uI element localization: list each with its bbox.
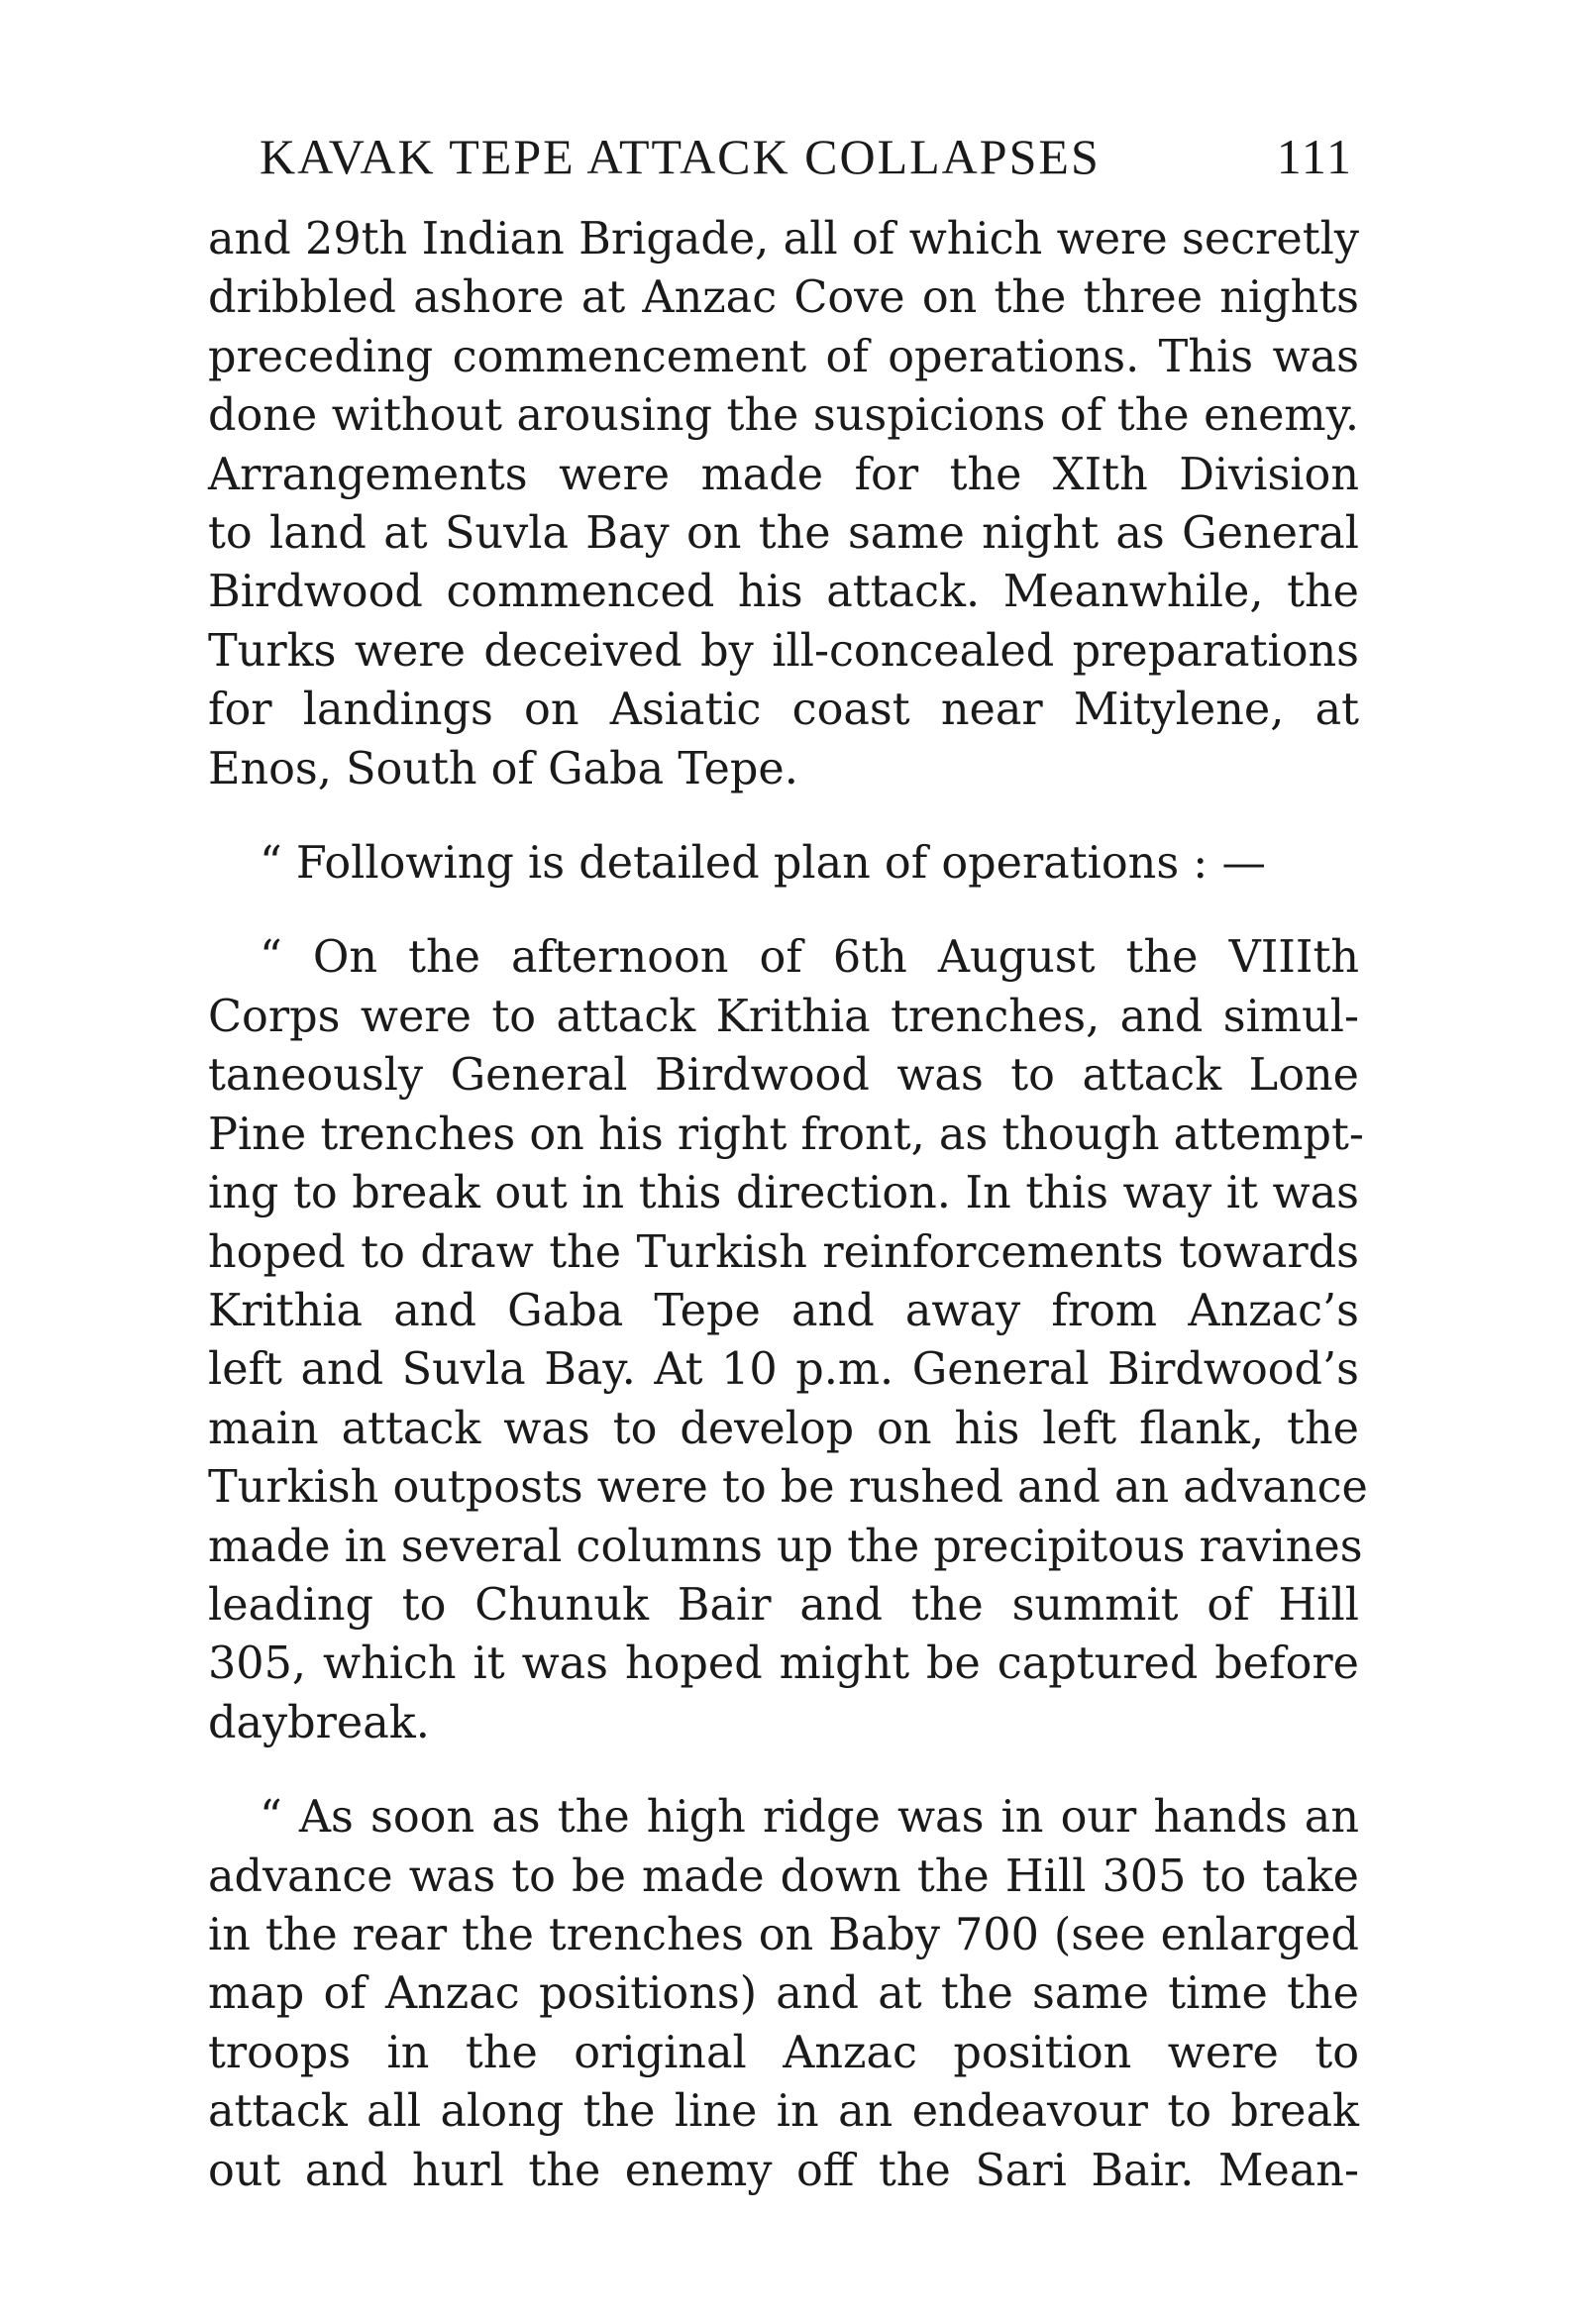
text-line: Turkish outposts were to be rushed and an advance (208, 1462, 1368, 1514)
text-line: done without arousing the suspicions of the enemy. (208, 390, 1359, 442)
paragraph-3 (208, 928, 1368, 1752)
text-line: preceding commencement of operations. This was (208, 331, 1359, 382)
text-line: troops in the original Anzac position were to (208, 2027, 1359, 2078)
text-line: for landings on Asiatic coast near Mitylene, at (208, 685, 1359, 736)
text-line: taneously General Birdwood was to attack Lone (208, 1050, 1359, 1102)
text-line: out and hurl the enemy off the Sari Bair. Mean- (208, 2145, 1359, 2196)
text-line: hoped to draw the Turkish reinforcements towards (208, 1226, 1359, 1278)
text-line: dribbled ashore at Anzac Cove on the three nights (208, 272, 1359, 324)
text-line: to land at Suvla Bay on the same night as General (208, 508, 1359, 560)
running-head (260, 127, 1353, 186)
paragraph-4 (208, 1788, 1359, 2200)
text-line: Birdwood commenced his attack. Meanwhile, the (208, 567, 1359, 618)
text-line: map of Anzac positions) and at the same time the (208, 1968, 1359, 2020)
text-line: Arrangements were made for the XIth Division (208, 449, 1359, 500)
body-text (208, 210, 1368, 2200)
text-line: left and Suvla Bay. At 10 p.m. General Birdwood’s (208, 1344, 1359, 1396)
text-line: leading to Chunuk Bair and the summit of Hill (208, 1579, 1359, 1631)
paragraph-2 (208, 834, 1359, 893)
text-line: Krithia and Gaba Tepe and away from Anzac’s (208, 1285, 1359, 1336)
text-line: 305, which it was hoped might be captured before (208, 1638, 1359, 1690)
text-line: in the rear the trenches on Baby 700 (see enlarged (208, 1909, 1359, 1960)
text-line: daybreak. (208, 1697, 430, 1748)
text-line: Pine trenches on his right front, as though attempt- (208, 1109, 1364, 1160)
paragraph-1 (208, 210, 1359, 798)
text-line: Corps were to attack Krithia trenches, and simul- (208, 991, 1359, 1042)
text-line: made in several columns up the precipitous ravines (208, 1521, 1363, 1572)
chapter-title: KAVAK TEPE ATTACK COLLAPSES (260, 129, 1101, 184)
page-number: 111 (1276, 129, 1353, 184)
text-line: Turks were deceived by ill-concealed preparations (208, 625, 1359, 677)
text-line: “ On the afternoon of 6th August the VIIIth (260, 932, 1359, 984)
text-line: “ Following is detailed plan of operations : — (260, 838, 1266, 890)
text-line: attack all along the line in an endeavour to break (208, 2086, 1359, 2138)
text-line: and 29th Indian Brigade, all of which were secretly (208, 214, 1359, 264)
text-line: “ As soon as the high ridge was in our hands an (260, 1792, 1359, 1844)
text-line: ing to break out in this direction. In this way it was (208, 1168, 1359, 1219)
text-line: Enos, South of Gaba Tepe. (208, 743, 798, 794)
text-line: advance was to be made down the Hill 305 to take (208, 1850, 1359, 1902)
text-line: main attack was to develop on his left flank, the (208, 1403, 1359, 1454)
